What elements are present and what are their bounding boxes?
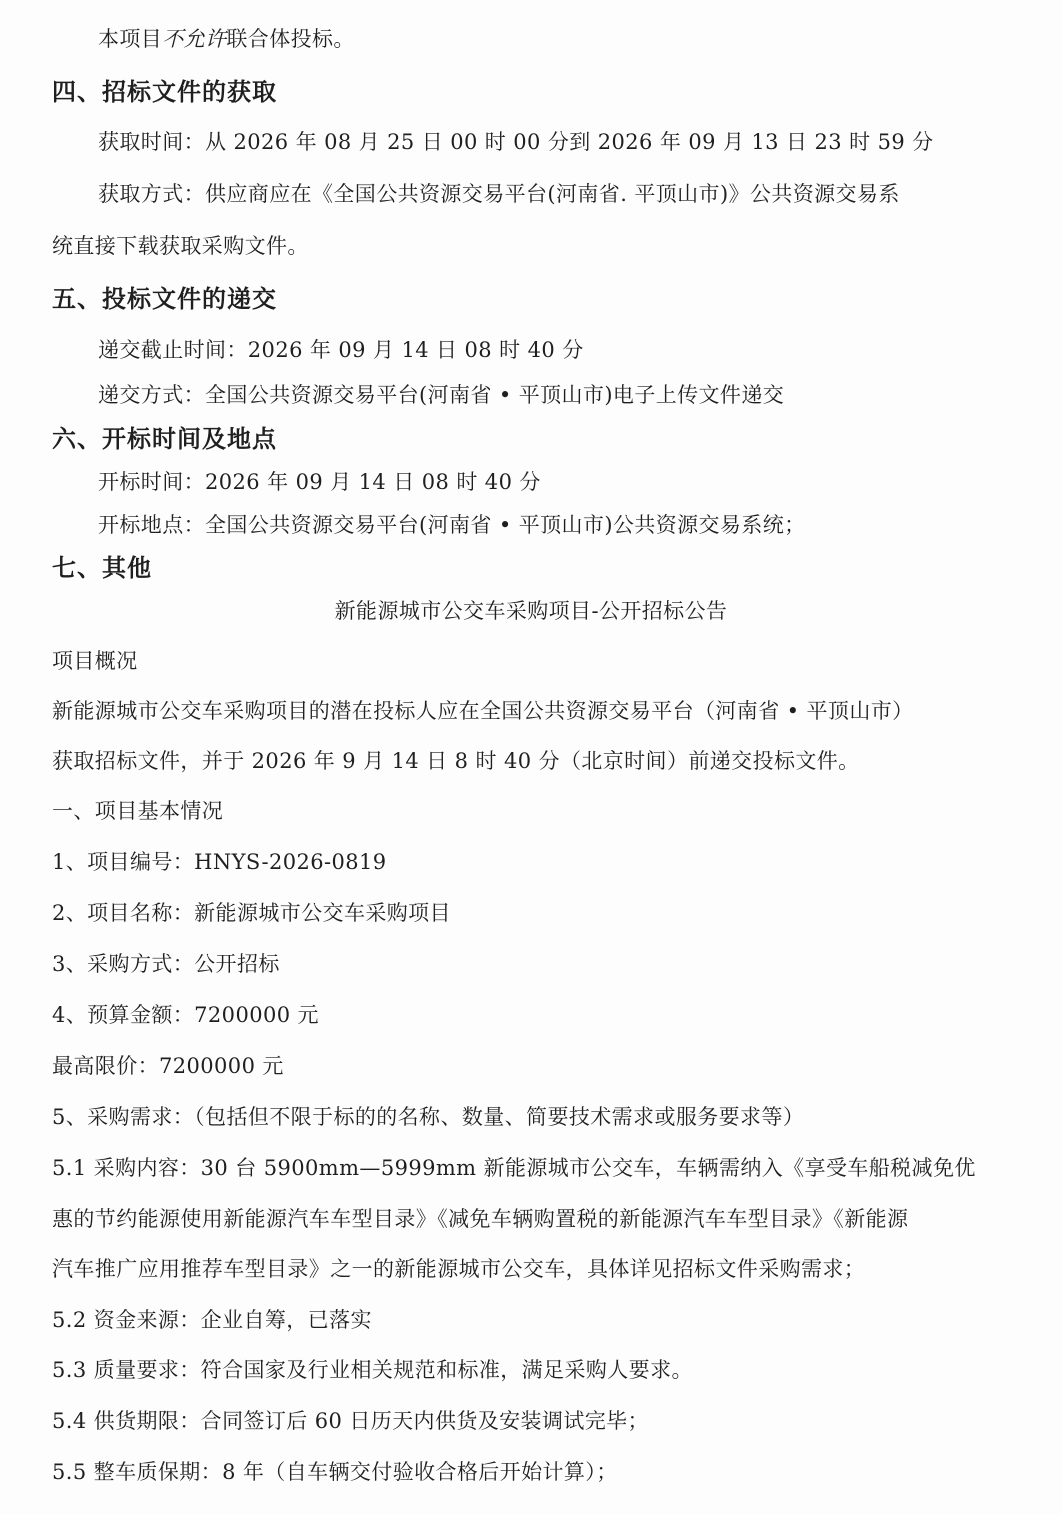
- consortium-prefix: 本项目: [98, 27, 163, 51]
- submit-deadline: 递交截止时间：2026 年 09 月 14 日 08 时 40 分: [98, 338, 584, 362]
- acquire-method-line-1: 获取方式：供应商应在《全国公共资源交易平台(河南省. 平顶山市)》公共资源交易系: [98, 182, 900, 206]
- item-procurement-method: 3、采购方式：公开招标: [52, 952, 280, 976]
- overview-label: 项目概况: [52, 649, 138, 673]
- item-project-number: 1、项目编号：HNYS-2026-0819: [52, 850, 387, 874]
- overview-line-2: 获取招标文件，并于 2026 年 9 月 14 日 8 时 40 分（北京时间）前递交投标文件。: [52, 749, 860, 773]
- basic-info-heading: 一、项目基本情况: [52, 799, 224, 823]
- section-5-heading: 五、投标文件的递交: [52, 285, 277, 313]
- consortium-line: [98, 24, 355, 54]
- item-project-name: 2、项目名称：新能源城市公交车采购项目: [52, 901, 451, 925]
- section-7-heading: 七、其他: [52, 554, 152, 582]
- item-requirements: 5、采购需求：（包括但不限于标的的名称、数量、简要技术需求或服务要求等）: [52, 1105, 805, 1129]
- item-5-4-delivery: 5.4 供货期限：合同签订后 60 日历天内供货及安装调试完毕；: [52, 1409, 649, 1433]
- item-5-3-quality: 5.3 质量要求：符合国家及行业相关规范和标准，满足采购人要求。: [52, 1358, 693, 1382]
- item-5-1-line-3: 汽车推广应用推荐车型目录》之一的新能源城市公交车，具体详见招标文件采购需求；: [52, 1257, 866, 1281]
- item-max-price: 最高限价：7200000 元: [52, 1054, 284, 1078]
- notice-title: 新能源城市公交车采购项目-公开招标公告: [334, 599, 728, 623]
- opening-place: 开标地点：全国公共资源交易平台(河南省 • 平顶山市)公共资源交易系统；: [98, 513, 806, 537]
- overview-line-1: 新能源城市公交车采购项目的潜在投标人应在全国公共资源交易平台（河南省 • 平顶山市）: [52, 699, 914, 723]
- acquire-method-line-2: 统直接下载获取采购文件。: [52, 234, 309, 258]
- consortium-suffix: 联合体投标。: [226, 27, 355, 51]
- item-5-2-funding: 5.2 资金来源：企业自筹，已落实: [52, 1308, 372, 1332]
- item-budget: 4、预算金额：7200000 元: [52, 1003, 319, 1027]
- section-4-heading: 四、招标文件的获取: [52, 78, 277, 106]
- acquire-time: 获取时间：从 2026 年 08 月 25 日 00 时 00 分到 2026 年 09 月 13 日 23 时 59 分: [98, 130, 934, 154]
- section-6-heading: 六、开标时间及地点: [52, 425, 277, 453]
- item-5-5-warranty: 5.5 整车质保期：8 年（自车辆交付验收合格后开始计算）；: [52, 1460, 618, 1484]
- opening-time: 开标时间：2026 年 09 月 14 日 08 时 40 分: [98, 470, 541, 494]
- submit-method: 递交方式：全国公共资源交易平台(河南省 • 平顶山市)电子上传文件递交: [98, 383, 785, 407]
- consortium-emphasis: 不允许: [162, 27, 227, 51]
- item-5-1-line-2: 惠的节约能源使用新能源汽车车型目录》《减免车辆购置税的新能源汽车车型目录》《新能源: [52, 1207, 909, 1231]
- item-5-1-line-1: 5.1 采购内容：30 台 5900mm—5999mm 新能源城市公交车，车辆需纳入《享受车船税减免优: [52, 1156, 976, 1180]
